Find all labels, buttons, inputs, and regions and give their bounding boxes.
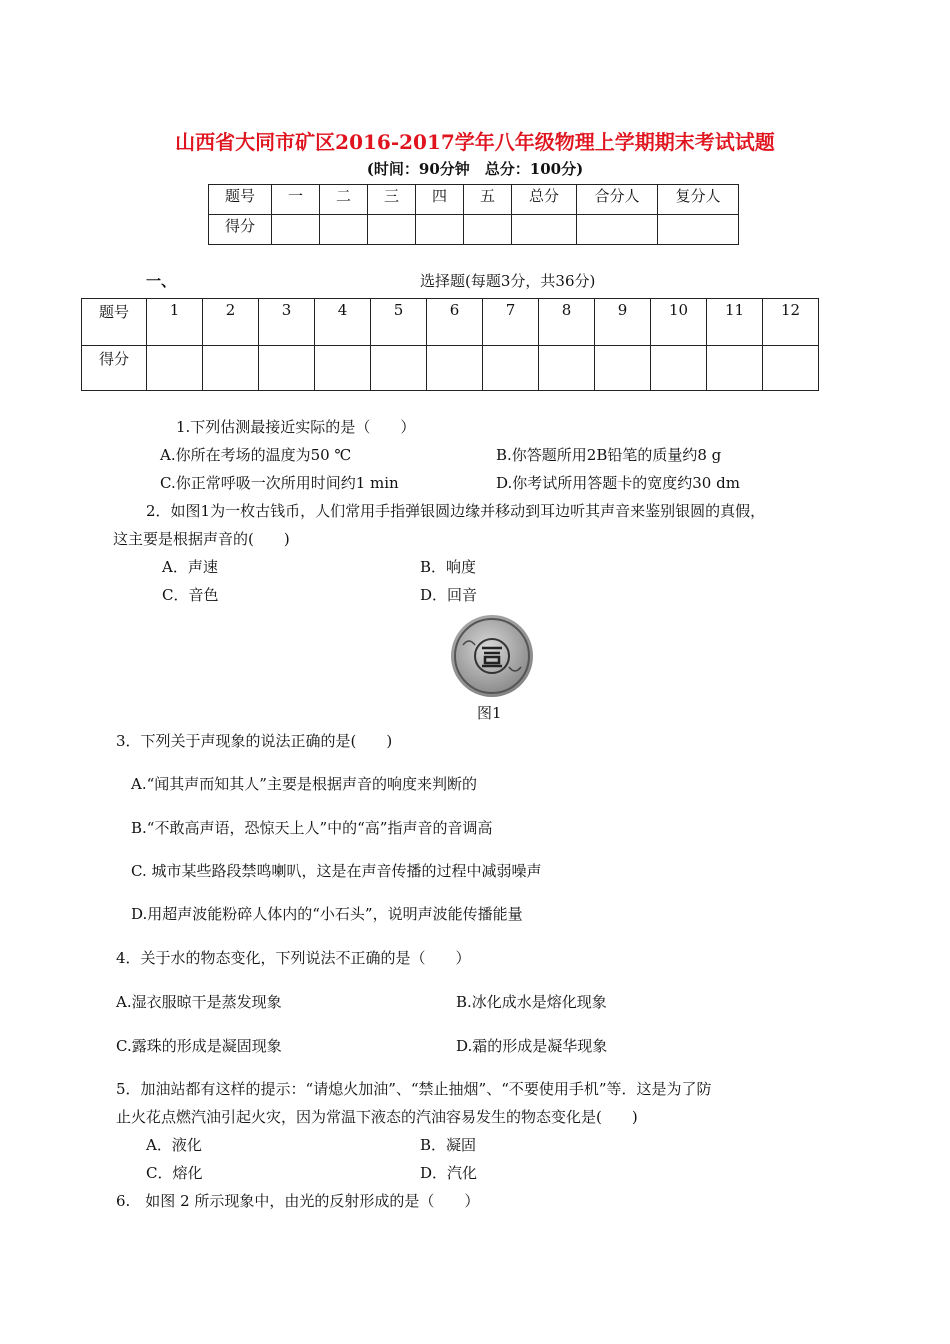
figure-1-caption: 图1 bbox=[477, 704, 502, 722]
q5-option-c: C．熔化 bbox=[146, 1164, 203, 1182]
q5-option-d: D．汽化 bbox=[420, 1164, 478, 1182]
q2-option-a: A．声速 bbox=[162, 558, 218, 576]
mc-answer-cell[interactable] bbox=[259, 346, 315, 391]
score-header: 一 bbox=[272, 185, 320, 215]
q4-option-a: A.湿衣服晾干是蒸发现象 bbox=[116, 993, 282, 1011]
score-cell[interactable] bbox=[416, 215, 464, 245]
q4-option-c: C.露珠的形成是凝固现象 bbox=[116, 1037, 282, 1055]
score-cell[interactable] bbox=[512, 215, 577, 245]
q4-option-d: D.霜的形成是凝华现象 bbox=[456, 1037, 608, 1055]
score-cell[interactable] bbox=[368, 215, 416, 245]
page-title: 山西省大同市矿区2016-2017学年八年级物理上学期期末考试试题 bbox=[175, 130, 775, 154]
mc-label: 题号 bbox=[82, 299, 147, 346]
mc-answer-cell[interactable] bbox=[147, 346, 203, 391]
score-header: 复分人 bbox=[658, 185, 739, 215]
q3-option-c: C. 城市某些路段禁鸣喇叭，这是在声音传播的过程中减弱噪声 bbox=[131, 862, 542, 880]
mc-label: 得分 bbox=[82, 346, 147, 391]
mc-number: 3 bbox=[259, 299, 315, 346]
mc-number: 7 bbox=[483, 299, 539, 346]
q6-stem: 6. 如图 2 所示现象中，由光的反射形成的是（ ） bbox=[116, 1192, 480, 1210]
q3-option-d: D.用超声波能粉碎人体内的“小石头”，说明声波能传播能量 bbox=[131, 905, 523, 923]
q1-option-c: C.你正常呼吸一次所用时间约1 min bbox=[160, 474, 399, 492]
mc-number: 10 bbox=[651, 299, 707, 346]
q5-stem-cont: 止火花点燃汽油引起火灾，因为常温下液态的汽油容易发生的物态变化是( ) bbox=[116, 1108, 638, 1126]
q4-stem: 4．关于水的物态变化，下列说法不正确的是（ ） bbox=[116, 949, 471, 967]
mc-number: 8 bbox=[539, 299, 595, 346]
score-header: 二 bbox=[320, 185, 368, 215]
mc-number: 6 bbox=[427, 299, 483, 346]
q3-stem: 3．下列关于声现象的说法正确的是( ) bbox=[116, 732, 393, 750]
q1-stem: 1.下列估测最接近实际的是（ ） bbox=[176, 418, 416, 436]
section-number: 一、 bbox=[146, 272, 177, 290]
score-cell[interactable] bbox=[320, 215, 368, 245]
mc-number: 12 bbox=[763, 299, 819, 346]
q2-stem: 2．如图1为一枚古钱币，人们常用手指弹银圆边缘并移动到耳边听其声音来鉴别银圆的真假， bbox=[146, 502, 766, 520]
exam-info: (时间：90分钟 总分：100分) bbox=[366, 160, 584, 178]
mc-answer-table bbox=[81, 298, 819, 391]
section-title: 选择题(每题3分，共36分) bbox=[420, 272, 596, 290]
score-cell[interactable] bbox=[272, 215, 320, 245]
q5-option-b: B．凝固 bbox=[420, 1136, 477, 1154]
score-table bbox=[208, 184, 739, 245]
score-header: 总分 bbox=[512, 185, 577, 215]
q4-option-b: B.冰化成水是熔化现象 bbox=[456, 993, 607, 1011]
mc-number: 4 bbox=[315, 299, 371, 346]
mc-answer-cell[interactable] bbox=[707, 346, 763, 391]
q1-option-b: B.你答题所用2B铅笔的质量约8 g bbox=[496, 446, 722, 464]
score-header: 五 bbox=[464, 185, 512, 215]
mc-number: 9 bbox=[595, 299, 651, 346]
score-cell[interactable] bbox=[577, 215, 658, 245]
q1-option-a: A.你所在考场的温度为50 ℃ bbox=[160, 446, 352, 464]
mc-answer-cell[interactable] bbox=[763, 346, 819, 391]
q1-option-d: D.你考试所用答题卡的宽度约30 dm bbox=[496, 474, 740, 492]
mc-answer-cell[interactable] bbox=[539, 346, 595, 391]
score-cell[interactable] bbox=[464, 215, 512, 245]
mc-answer-cell[interactable] bbox=[427, 346, 483, 391]
q2-option-c: C．音色 bbox=[162, 586, 219, 604]
q2-stem-cont: 这主要是根据声音的( ) bbox=[113, 530, 290, 548]
score-header: 合分人 bbox=[577, 185, 658, 215]
mc-answer-cell[interactable] bbox=[595, 346, 651, 391]
mc-answer-cell[interactable] bbox=[651, 346, 707, 391]
coin-image bbox=[451, 615, 533, 697]
mc-answer-cell[interactable] bbox=[203, 346, 259, 391]
mc-number: 5 bbox=[371, 299, 427, 346]
q5-option-a: A．液化 bbox=[146, 1136, 202, 1154]
mc-number: 11 bbox=[707, 299, 763, 346]
q3-option-b: B.“不敢高声语，恐惊天上人”中的“高”指声音的音调高 bbox=[131, 819, 493, 837]
score-header: 三 bbox=[368, 185, 416, 215]
q5-stem: 5．加油站都有这样的提示：“请熄火加油”、“禁止抽烟”、“不要使用手机”等．这是为了防 bbox=[116, 1080, 712, 1098]
mc-answer-cell[interactable] bbox=[371, 346, 427, 391]
q3-option-a: A.“闻其声而知其人”主要是根据声音的响度来判断的 bbox=[131, 775, 477, 793]
score-cell[interactable] bbox=[658, 215, 739, 245]
q2-option-d: D．回音 bbox=[420, 586, 478, 604]
mc-number: 1 bbox=[147, 299, 203, 346]
score-header: 四 bbox=[416, 185, 464, 215]
mc-answer-cell[interactable] bbox=[483, 346, 539, 391]
score-header: 题号 bbox=[209, 185, 272, 215]
mc-number: 2 bbox=[203, 299, 259, 346]
score-row-label: 得分 bbox=[209, 215, 272, 245]
mc-answer-cell[interactable] bbox=[315, 346, 371, 391]
q2-option-b: B．响度 bbox=[420, 558, 477, 576]
